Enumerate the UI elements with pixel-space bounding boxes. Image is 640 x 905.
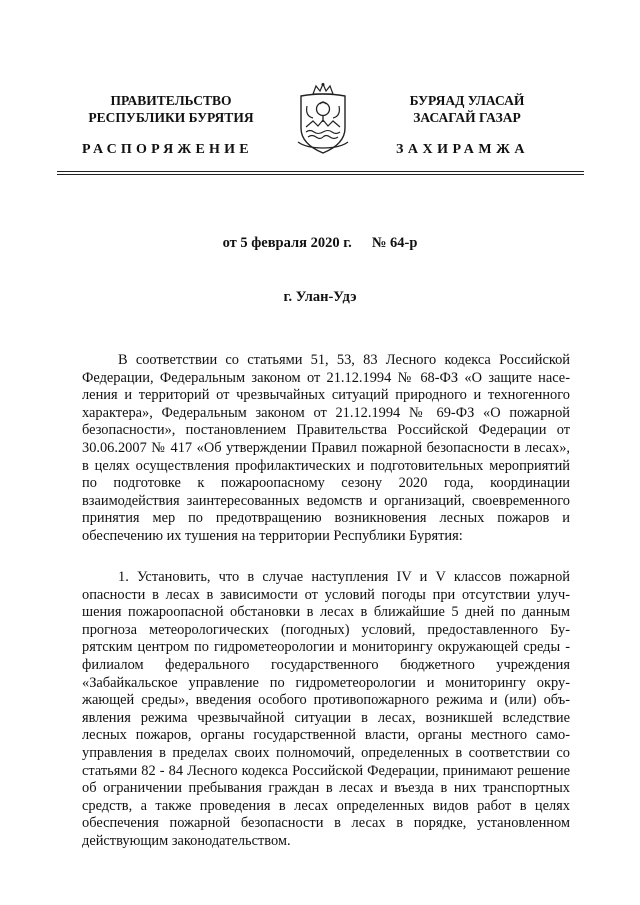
body-paragraph-preamble: В соответствии со статьями 51, 53, 83 Лесного кодекса Российской Федерации, Федеральным законом от 21.12.1994 № 68-ФЗ «О защите населения и территорий от чрезвычайных ситуаций природного и техногенного характера», Федеральным законом от 21.12.1994 № 69-ФЗ «О пожарной безопасности», постановлением Правительства Российской Федерации от 30.06.2007 № 417 «Об утверждении Правил пожарной безопасности в лесах», в целях осуществления профилактических и подготовительных мероприятий по подготовке к пожароопасному сезону 2020 года, координации взаимодействия заинтересованных ведомств и организаций, своевременного принятия мер по предотвращению возникновения лесных пожаров и обеспечению их тушения на территории Республики Бурятия: xyxy=(82,352,570,544)
buryatia-coat-of-arms-icon xyxy=(296,82,350,156)
document-number: № 64-р xyxy=(371,235,418,251)
header-left-line1: ПРАВИТЕЛЬСТВО xyxy=(110,93,232,108)
document-date: от 5 февраля 2020 г. xyxy=(222,235,352,251)
doc-type-russian: РАСПОРЯЖЕНИЕ xyxy=(82,142,253,157)
header-left-line2: РЕСПУБЛИКИ БУРЯТИЯ xyxy=(88,110,254,125)
government-name-buryat xyxy=(362,92,572,126)
government-name-russian xyxy=(66,92,276,126)
document-city: г. Улан-Удэ xyxy=(283,289,357,305)
header-right-line2: ЗАСАГАЙ ГАЗАР xyxy=(413,110,521,125)
header-divider-thin xyxy=(57,171,584,172)
header-right-line1: БУРЯАД УЛАСАЙ xyxy=(409,93,525,108)
document-date-number xyxy=(0,235,640,252)
body-paragraph-item-1: 1. Установить, что в случае наступления IV и V классов пожарной опасности в лесах в зависимости от условий погоды при отсутствии улучшения пожароопасной обстановки в лесах в ближайшие 5 дней по данным прогноза метеорологических (погодных) условий, предоставленного Бурятским центром по гидрометеорологии и мониторингу окружающей среды - филиалом федерального государственного бюджетного учреждения «Забайкальское управление по гидрометеорологии и мониторингу окружающей среды», введения особого противопожарного режима и (или) объявления режима чрезвычайной ситуации в лесах, возникшей вследствие лесных пожаров, органы государственной власти, органы местного самоуправления в пределах своих полномочий, определенных в соответствии со статьями 82 - 84 Лесного кодекса Российской Федерации, принимают решение об ограничении пребывания граждан в лесах и въезда в них транспортных средств, а также проведения в лесах определенных видов работ в целях обеспечения пожарной безопасности в лесах в порядке, установленном действующим законодательством. xyxy=(82,569,570,849)
doc-type-buryat: ЗАХИРАМЖА xyxy=(396,142,530,157)
header-divider-thick xyxy=(57,174,584,175)
